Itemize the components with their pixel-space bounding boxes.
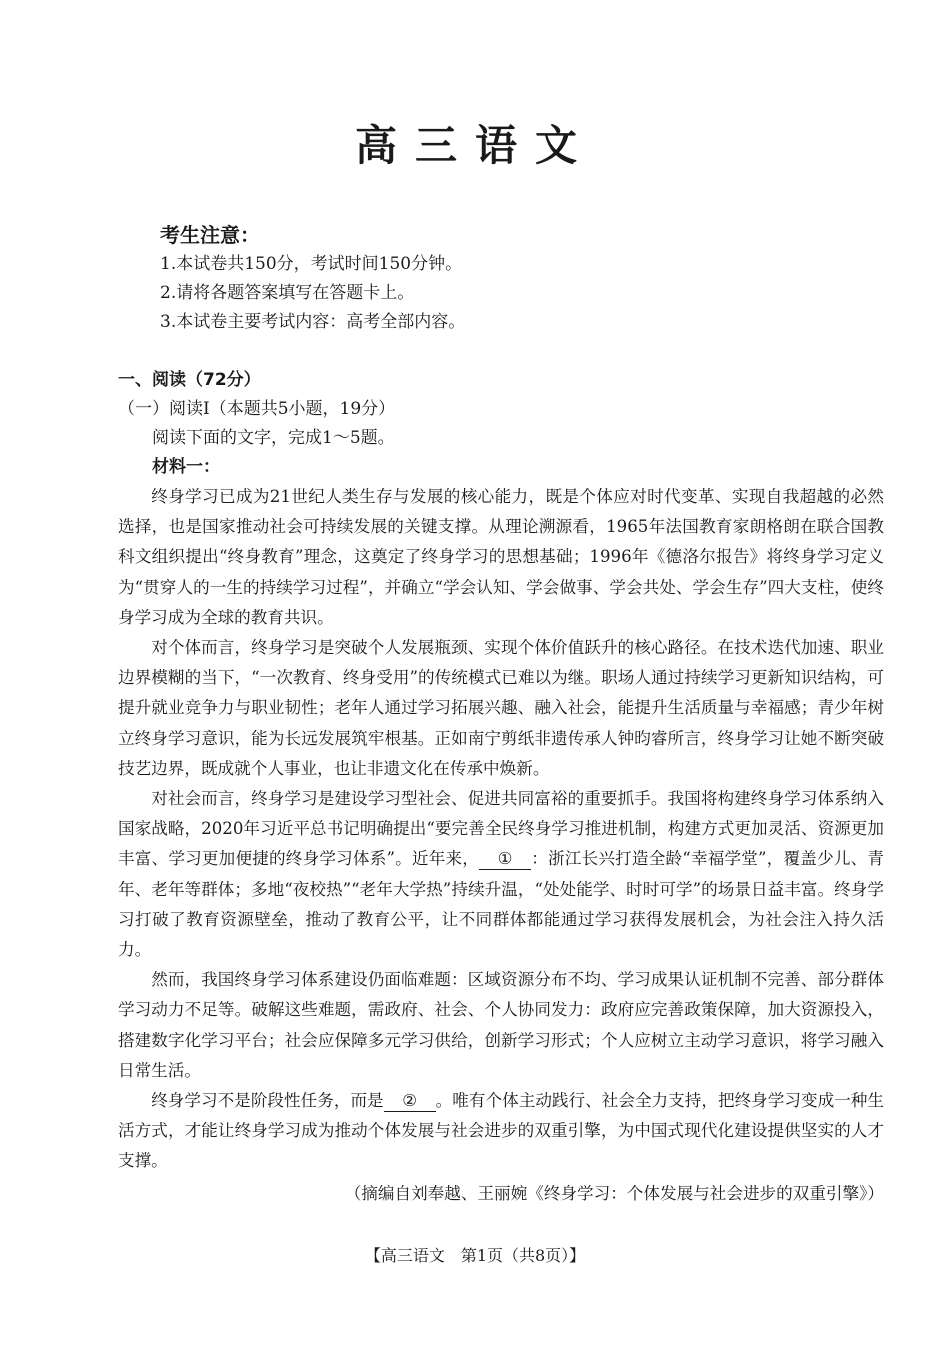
reading-section [118,366,884,1209]
notice-item: 3.本试卷主要考试内容：高考全部内容。 [160,312,466,332]
paragraph: 终身学习已成为21世纪人类生存与发展的核心能力，既是个体应对时代变革、实现自我超越的必然选择，也是国家推动社会可持续发展的关键支撑。从理论溯源看，1965年法国教育家朗格朗在联合国教科文组织提出“终身教育”理念，这奠定了终身学习的思想基础；1996年《德洛尔报告》将终身学习定义为“贯穿人的一生的持续学习过程”，并确立“学会认知、学会做事、学会共处、学会生存”四大支柱，使终身学习成为全球的教育共识。 [118,487,884,627]
paragraph [118,1086,884,1177]
paragraph-text: 终身学习不是阶段性任务，而是 [151,1091,384,1111]
notice-heading: 考生注意： [160,223,260,247]
paragraph: 对个体而言，终身学习是突破个人发展瓶颈、实现个体价值跃升的核心路径。在技术迭代加速、职业边界模糊的当下，“一次教育、终身受用”的传统模式已难以为继。职场人通过持续学习更新知识结构，可提升就业竞争力与职业韧性；老年人通过学习拓展兴趣、融入社会，能提升生活质量与幸福感；青少年树立终身学习意识，能为长远发展筑牢根基。正如南宁剪纸非遗传承人钟昀睿所言，终身学习让她不断突破技艺边界，既成就个人事业，也让非遗文化在传承中焕新。 [118,638,884,778]
subsection-title: （一）阅读Ⅰ（本题共5小题，19分） [118,399,396,419]
paragraph-text: 。唯有个体主动践行、社会全力支持，把终身学习变成一种生活方式，才能让终身学习成为推动个体发展与社会进步的双重引擎，为中国式现代化建设提供坚实的人才支撑。 [118,1091,885,1171]
instruction: 阅读下面的文字，完成1～5题。 [152,428,395,448]
paragraph: 然而，我国终身学习体系建设仍面临难题：区域资源分布不均、学习成果认证机制不完善、部分群体学习动力不足等。破解这些难题，需政府、社会、个人协同发力：政府应完善政策保障，加大资源投入，搭建数字化学习平台；社会应保障多元学习供给，创新学习形式；个人应树立主动学习意识，将学习融入日常生活。 [118,970,884,1080]
page-footer: 【高三语文 第1页（共8页）】 [364,1246,586,1265]
page-title: 高三语文 [354,121,595,170]
fill-blank-1: ① [479,849,531,870]
paragraph [118,784,884,965]
notice-item: 2.请将各题答案填写在答题卡上。 [160,283,415,303]
fill-blank-2: ② [384,1091,436,1112]
notice-item: 1.本试卷共150分，考试时间150分钟。 [160,254,463,274]
paragraph-text: 对社会而言，终身学习是建设学习型社会、促进共同富裕的重要抓手。我国将构建终身学习体系纳入国家战略，2020年习近平总书记明确提出“要完善全民终身学习推进机制，构建方式更加灵活、资源更加丰富、学习更加便捷的终身学习体系”。近年来， [118,789,884,869]
paragraph-text: ：浙江长兴打造全龄“幸福学堂”，覆盖少儿、青年、老年等群体；多地“夜校热”“老年大学热”持续升温，“处处能学、时时可学”的场景日益丰富。终身学习打破了教育资源壁垒，推动了教育公平，让不同群体都能通过学习获得发展机会，为社会注入持久活力。 [118,849,885,960]
section-title: 一、阅读（72分） [118,370,261,390]
source-citation: （摘编自刘奉越、王丽婉《终身学习：个体发展与社会进步的双重引擎》） [344,1183,884,1203]
material-label: 材料一： [152,457,220,477]
candidate-notice [160,220,880,337]
